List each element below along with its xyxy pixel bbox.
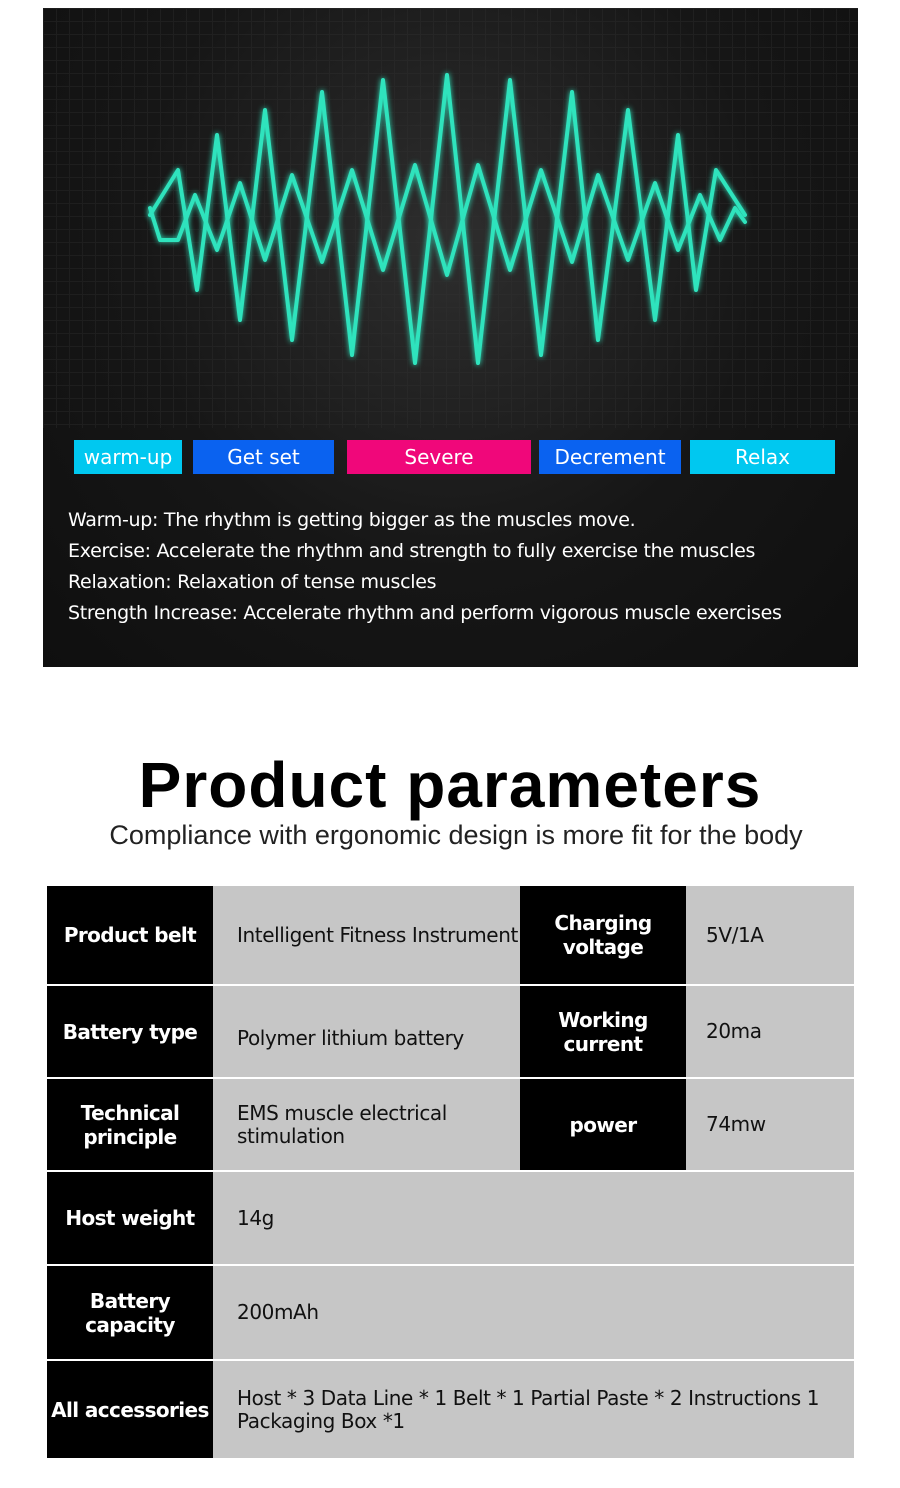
mode-get-set: Get set: [193, 440, 334, 474]
waveform-line-large: [150, 75, 745, 363]
mode-warm-up: warm-up: [74, 440, 182, 474]
param-label: Battery capacity: [47, 1266, 213, 1359]
table-row: [47, 1172, 854, 1266]
table-row: [47, 1266, 854, 1361]
param-value: 200mAh: [213, 1266, 854, 1359]
mode-panel: [43, 8, 858, 667]
param-label: Charging voltage: [520, 886, 686, 984]
mode-descriptions: [68, 505, 782, 629]
param-label: Working current: [520, 986, 686, 1077]
page-subtitle: Compliance with ergonomic design is more fit for the body: [109, 820, 803, 850]
page-title: Product parameters: [138, 749, 762, 821]
param-value: 20ma: [686, 986, 854, 1077]
param-value: 5V/1A: [686, 886, 854, 984]
param-label: Technical principle: [47, 1079, 213, 1170]
param-value: 74mw: [686, 1079, 854, 1170]
param-value: 14g: [213, 1172, 854, 1264]
mode-relax: Relax: [690, 440, 835, 474]
param-label: power: [520, 1079, 686, 1170]
param-value: Intelligent Fitness Instrument: [213, 886, 520, 984]
description-line: Relaxation: Relaxation of tense muscles: [68, 571, 437, 593]
param-label: Product belt: [47, 886, 213, 984]
table-row: [47, 1361, 854, 1458]
description-line: Warm-up: The rhythm is getting bigger as the muscles move.: [68, 509, 636, 531]
table-row: [47, 886, 854, 986]
mode-decrement: Decrement: [539, 440, 681, 474]
description-line: Strength Increase: Accelerate rhythm and perform vigorous muscle exercises: [68, 602, 782, 624]
waveform-graphic: [43, 8, 858, 428]
param-value: Host * 3 Data Line * 1 Belt * 1 Partial Paste * 2 Instructions 1 Packaging Box *1: [213, 1361, 854, 1458]
mode-severe: Severe: [347, 440, 531, 474]
table-row: [47, 1079, 854, 1172]
param-value: Polymer lithium battery: [213, 986, 520, 1077]
param-label: All accessories: [47, 1361, 213, 1458]
description-line: Exercise: Accelerate the rhythm and strength to fully exercise the muscles: [68, 540, 756, 562]
param-label: Host weight: [47, 1172, 213, 1264]
param-value: EMS muscle electrical stimulation: [213, 1079, 520, 1170]
param-label: Battery type: [47, 986, 213, 1077]
table-row: [47, 986, 854, 1079]
waveform-line-small: [150, 165, 745, 275]
parameters-table: [47, 886, 854, 1458]
